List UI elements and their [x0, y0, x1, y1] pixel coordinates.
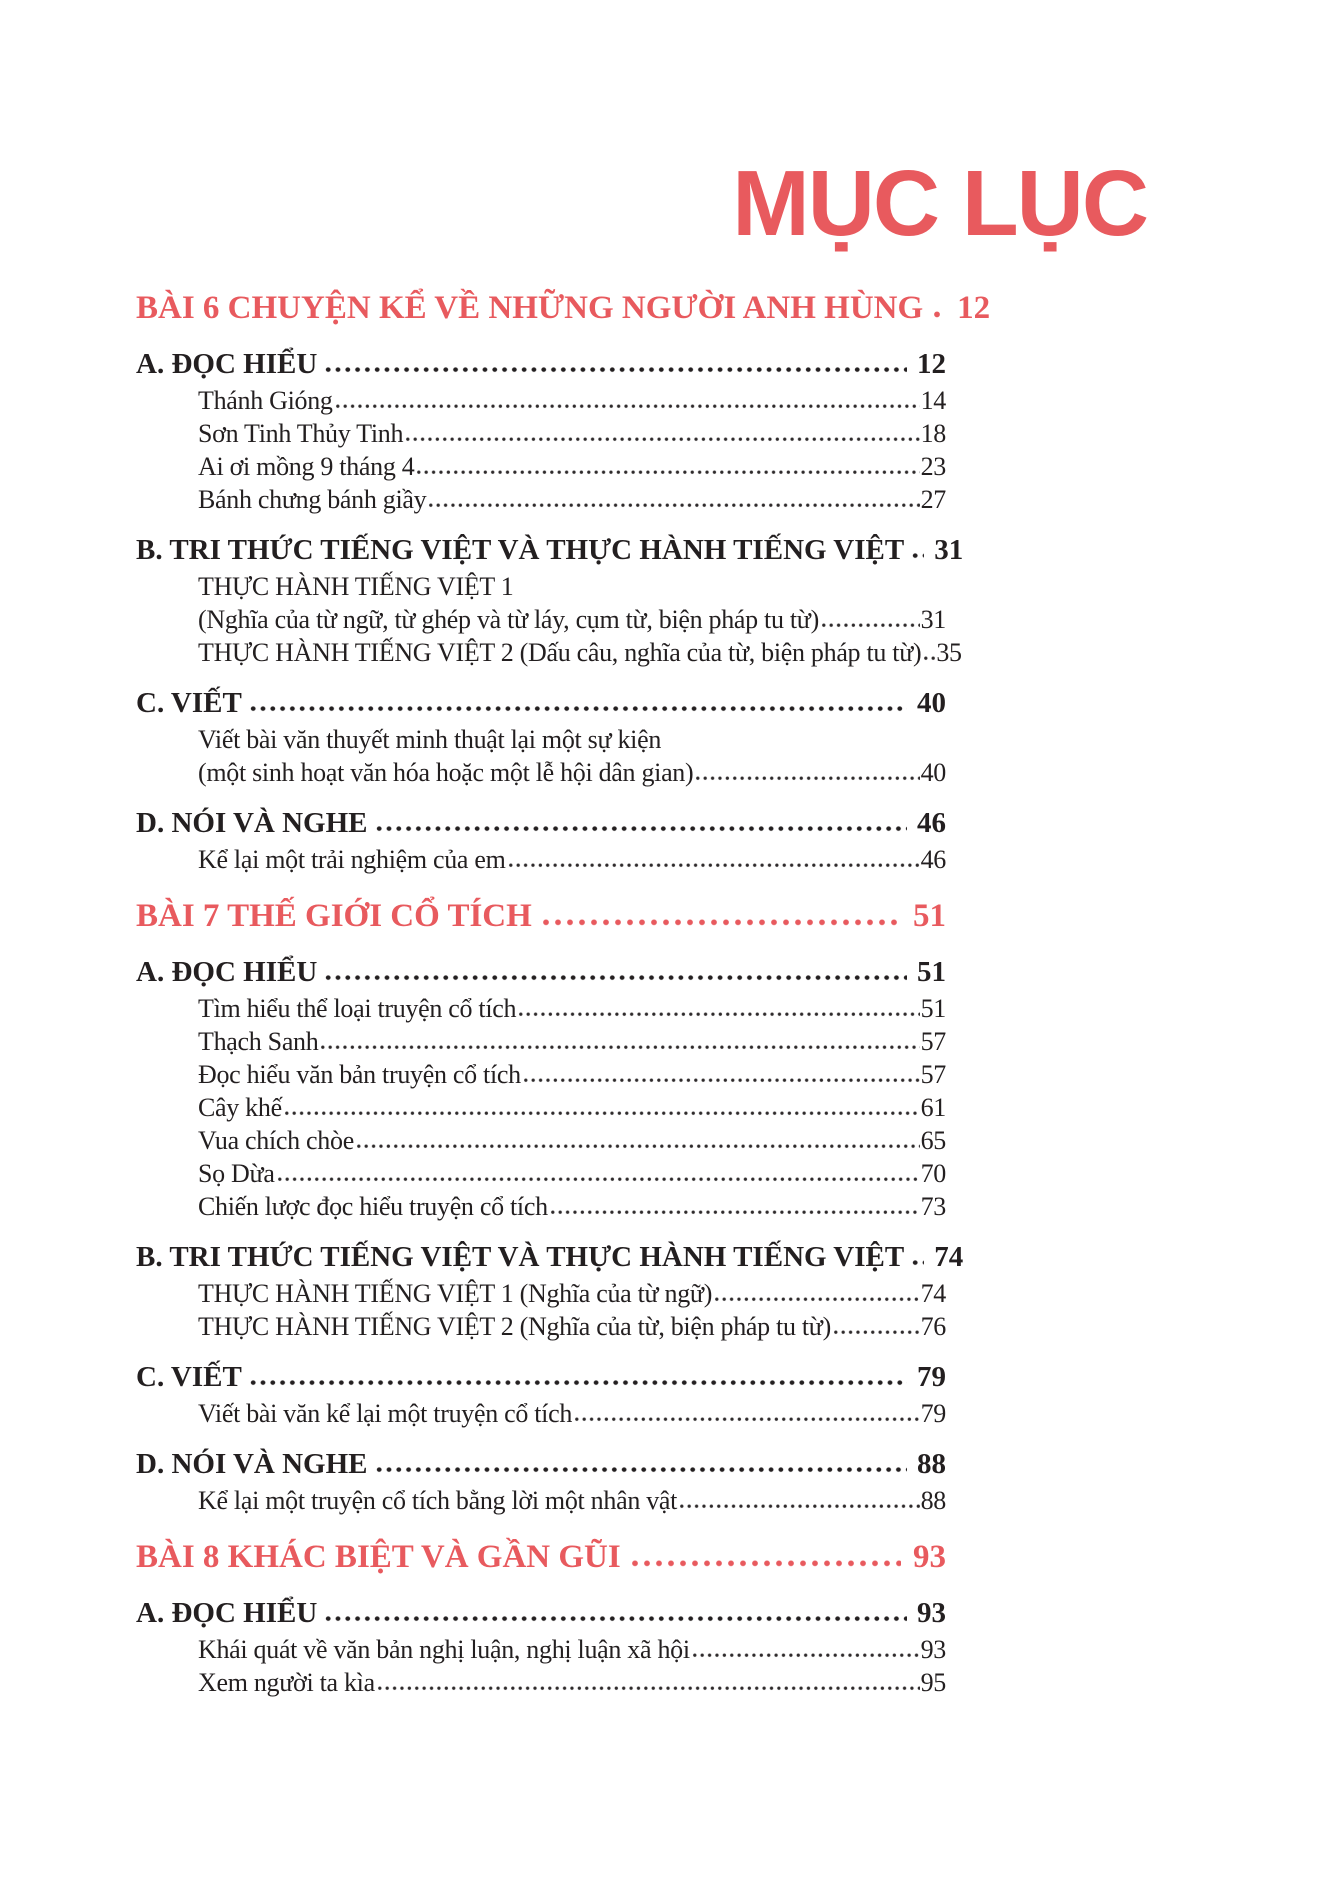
dot-leader	[574, 1417, 920, 1422]
toc-entry-label: Thạch Sanh	[198, 1027, 319, 1056]
dot-leader	[923, 656, 935, 661]
toc-entry-page: 74	[920, 1279, 946, 1308]
dot-leader	[912, 1260, 924, 1266]
toc-entry-section	[136, 530, 964, 570]
dot-leader	[325, 367, 907, 373]
toc-entry-page: 57	[920, 1060, 946, 1089]
toc-entry-label: (Nghĩa của từ ngữ, từ ghép và từ láy, cụm từ, biện pháp tu từ)	[198, 605, 819, 634]
toc-entry-label: Tìm hiểu thể loại truyện cổ tích	[198, 994, 517, 1023]
dot-leader	[405, 437, 919, 442]
toc-entry-page: 46	[917, 807, 946, 839]
toc-entry-chapter	[136, 286, 991, 330]
dot-leader	[250, 706, 907, 712]
toc-entry-label: Chiến lược đọc hiểu truyện cổ tích	[198, 1192, 548, 1221]
toc-entry-item	[136, 384, 946, 417]
toc-entry-label: B. TRI THỨC TIẾNG VIỆT VÀ THỰC HÀNH TIẾNG VIỆT	[136, 534, 905, 566]
toc-entry-page: 61	[920, 1093, 946, 1122]
toc-entry-page: 35	[936, 638, 962, 667]
toc-entry-label: Khái quát về văn bản nghị luận, nghị luận xã hội	[198, 1635, 690, 1664]
toc-entry-label: (một sinh hoạt văn hóa hoặc một lễ hội dân gian)	[198, 758, 694, 787]
toc-entry-page: 51	[917, 956, 946, 988]
toc-entry-label: Kể lại một truyện cổ tích bằng lời một nhân vật	[198, 1486, 678, 1515]
toc-entry-item	[136, 636, 962, 669]
toc-entry-label: Vua chích chòe	[198, 1126, 354, 1155]
toc-entry-page: 88	[917, 1448, 946, 1480]
toc-entry-item	[136, 483, 946, 516]
toc-entry-label: Sơn Tinh Thủy Tinh	[198, 419, 404, 448]
dot-leader	[320, 1045, 919, 1050]
toc-entry-item	[136, 417, 946, 450]
toc-entry-page: 74	[934, 1241, 964, 1273]
toc-entry-item	[136, 1190, 946, 1223]
toc-entry-item	[136, 1058, 946, 1091]
toc-entry-item	[136, 992, 946, 1025]
toc-entry-page: 14	[920, 386, 946, 415]
toc-entry-item	[136, 1091, 946, 1124]
dot-leader	[325, 975, 907, 981]
toc-entry-label: Thánh Gióng	[198, 386, 333, 415]
toc-entry-label: THỰC HÀNH TIẾNG VIỆT 2 (Dấu câu, nghĩa của từ, biện pháp tu từ)	[198, 638, 922, 667]
dot-leader	[695, 776, 919, 781]
toc-entry-page: 70	[920, 1159, 946, 1188]
toc-entry-page: 12	[957, 290, 991, 326]
toc-entry-label: THỰC HÀNH TIẾNG VIỆT 2 (Nghĩa của từ, biện pháp tu từ)	[198, 1312, 831, 1341]
toc-entry-item	[136, 1666, 946, 1699]
toc-entry-page: 51	[920, 994, 946, 1023]
toc-entry-item	[136, 603, 946, 636]
dot-leader	[508, 863, 920, 868]
toc-entry-section	[136, 344, 946, 384]
toc-entry-section	[136, 952, 946, 992]
toc-entry-chapter	[136, 894, 946, 938]
toc-entry-page: 57	[920, 1027, 946, 1056]
toc-entry-page: 79	[920, 1399, 946, 1428]
dot-leader	[428, 503, 919, 508]
dot-leader	[714, 1297, 920, 1302]
toc-entry-item	[136, 1025, 946, 1058]
dot-leader	[376, 826, 908, 832]
toc-entry-item	[136, 723, 946, 756]
toc-entry-item	[136, 570, 946, 603]
toc-entry-label: BÀI 7 THẾ GIỚI CỔ TÍCH	[136, 898, 532, 934]
dot-leader	[416, 470, 919, 475]
dot-leader	[325, 1616, 907, 1622]
dot-leader	[933, 311, 945, 318]
toc-entry-label: Xem người ta kìa	[198, 1668, 375, 1697]
toc-entry-page: 27	[920, 485, 946, 514]
toc-entry-page: 79	[917, 1361, 946, 1393]
dot-leader	[833, 1330, 920, 1335]
toc-entry-section	[136, 1444, 946, 1484]
dot-leader	[376, 1467, 908, 1473]
toc-entry-label: A. ĐỌC HIỂU	[136, 1597, 318, 1629]
toc-entry-page: 65	[920, 1126, 946, 1155]
dot-leader	[692, 1653, 920, 1658]
dot-leader	[518, 1012, 919, 1017]
toc-entry-label: Cây khế	[198, 1093, 282, 1122]
toc-entry-page: 46	[920, 845, 946, 874]
toc-entry-label: THỰC HÀNH TIẾNG VIỆT 1 (Nghĩa của từ ngữ)	[198, 1279, 713, 1308]
toc-entry-section	[136, 1357, 946, 1397]
toc-entry-item	[136, 1124, 946, 1157]
toc-entry-page: 31	[934, 534, 964, 566]
dot-leader	[250, 1380, 907, 1386]
dot-leader	[284, 1111, 920, 1116]
toc-entry-page: 40	[917, 687, 946, 719]
toc-entry-label: A. ĐỌC HIỂU	[136, 348, 318, 380]
toc-entry-item	[136, 1484, 946, 1517]
toc-entry-label: A. ĐỌC HIỂU	[136, 956, 318, 988]
toc-entry-label: Ai ơi mồng 9 tháng 4	[198, 452, 415, 481]
toc-entry-page: 18	[920, 419, 946, 448]
toc-entry-item	[136, 1277, 946, 1310]
toc-entry-chapter	[136, 1535, 946, 1579]
toc-entry-page: 23	[920, 452, 946, 481]
toc-entry-label: C. VIẾT	[136, 1361, 242, 1393]
dot-leader	[523, 1078, 920, 1083]
dot-leader	[912, 553, 924, 559]
dot-leader	[679, 1504, 920, 1509]
toc-entry-label: THỰC HÀNH TIẾNG VIỆT 1	[198, 572, 514, 601]
dot-leader	[356, 1144, 920, 1149]
toc-entry-section	[136, 683, 946, 723]
toc-entry-page: 51	[913, 898, 946, 934]
toc-entry-item	[136, 843, 946, 876]
toc-entry-label: BÀI 8 KHÁC BIỆT VÀ GẦN GŨI	[136, 1539, 621, 1575]
dot-leader	[335, 404, 920, 409]
toc-entry-label: Bánh chưng bánh giầy	[198, 485, 427, 514]
toc-entry-label: Viết bài văn kể lại một truyện cổ tích	[198, 1399, 573, 1428]
page-title: MỤC LỤC	[732, 151, 1147, 255]
toc-entry-section	[136, 1237, 964, 1277]
toc-entry-item	[136, 1310, 946, 1343]
toc-entry-label: Đọc hiểu văn bản truyện cổ tích	[198, 1060, 521, 1089]
toc-entry-label: BÀI 6 CHUYỆN KỂ VỀ NHỮNG NGƯỜI ANH HÙNG	[136, 290, 924, 326]
toc-entry-page: 12	[917, 348, 946, 380]
toc-entry-label: Viết bài văn thuyết minh thuật lại một sự kiện	[198, 725, 662, 754]
toc-entry-page: 40	[920, 758, 946, 787]
toc-entry-page: 31	[920, 605, 946, 634]
toc-entry-item	[136, 756, 946, 789]
toc-entry-label: Kể lại một trải nghiệm của em	[198, 845, 506, 874]
toc-entry-page: 93	[920, 1635, 946, 1664]
toc-entry-item	[136, 1633, 946, 1666]
toc-entry-page: 93	[917, 1597, 946, 1629]
toc-entry-label: Sọ Dừa	[198, 1159, 275, 1188]
toc-entry-label: C. VIẾT	[136, 687, 242, 719]
toc-list	[136, 268, 991, 1699]
toc-entry-page: 93	[913, 1539, 946, 1575]
dot-leader	[542, 919, 901, 926]
toc-entry-item	[136, 1157, 946, 1190]
dot-leader	[377, 1686, 920, 1691]
toc-entry-item	[136, 1397, 946, 1430]
dot-leader	[277, 1177, 920, 1182]
toc-entry-page: 76	[920, 1312, 946, 1341]
toc-entry-item	[136, 450, 946, 483]
toc-entry-label: B. TRI THỨC TIẾNG VIỆT VÀ THỰC HÀNH TIẾNG VIỆT	[136, 1241, 905, 1273]
toc-entry-page: 88	[920, 1486, 946, 1515]
toc-entry-label: D. NÓI VÀ NGHE	[136, 807, 368, 839]
dot-leader	[631, 1560, 901, 1567]
dot-leader	[821, 623, 920, 628]
toc-entry-label: D. NÓI VÀ NGHE	[136, 1448, 368, 1480]
toc-entry-section	[136, 803, 946, 843]
toc-entry-page: 95	[920, 1668, 946, 1697]
toc-entry-page: 73	[920, 1192, 946, 1221]
dot-leader	[550, 1210, 920, 1215]
toc-entry-section	[136, 1593, 946, 1633]
